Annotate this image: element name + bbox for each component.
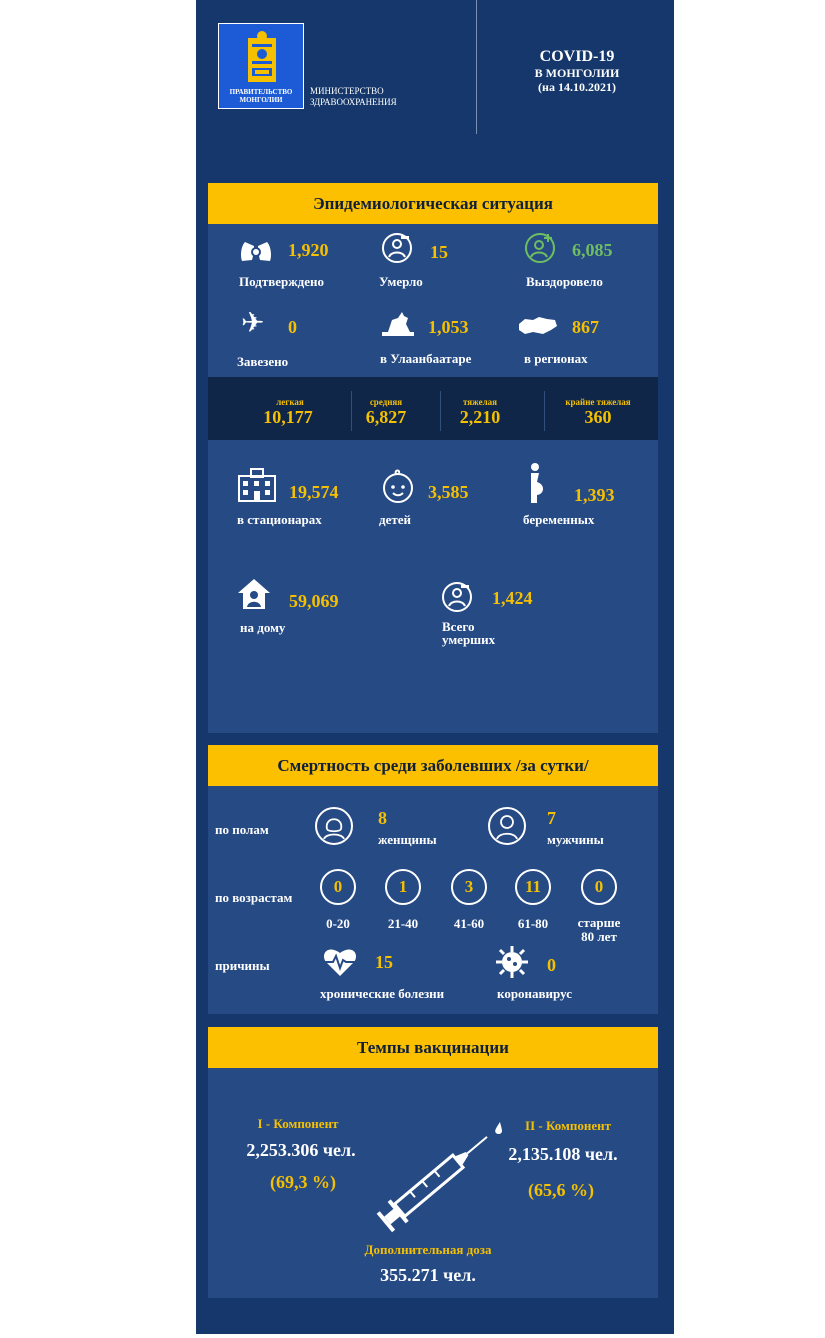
hospital-building-icon [238,468,276,502]
age-80-plus-label [573,916,625,944]
ub-label: в Улаанбаатаре [380,351,472,366]
age-80-plus-label-line1: старше [577,915,621,930]
chronic-value: 15 [375,952,393,972]
died-value: 15 [430,242,448,262]
critical-value: 360 [584,407,612,427]
pregnant-woman-icon [523,462,547,504]
age-80-plus-value: 0 [581,869,617,905]
moderate-value: 6,827 [365,407,407,427]
government-logo [218,23,304,109]
age-61-80-label: 61-80 [517,916,549,931]
home-label: на дому [240,620,286,635]
header-date: (на 14.10.2021) [538,80,616,94]
age-21-40-value: 1 [385,869,421,905]
header-divider [476,0,477,134]
first-component-label: I - Компонент [257,1116,339,1131]
woman-icon [314,806,354,846]
by-sex-label: по полам [215,822,269,837]
severe-value: 2,210 [459,407,501,427]
hospital-label: в стационарах [237,512,322,527]
severity-divider [440,391,441,431]
regions-label: в регионах [524,351,588,366]
age-61-80-value: 11 [515,869,551,905]
confirmed-label: Подтверждено [239,274,324,289]
total-deaths-label [442,620,495,646]
age-0-20-label: 0-20 [326,916,350,931]
vaccination-section-title: Темпы вакцинации [208,1027,658,1068]
heart-pulse-icon [322,946,358,978]
total-deceased-icon [441,581,473,613]
coronavirus-icon [494,944,530,980]
imported-label: Завезено [237,354,289,369]
coronavirus-label: коронавирус [497,986,572,1001]
by-age-label: по возрастам [215,890,293,905]
care-panel [208,440,658,733]
epi-panel [208,224,658,377]
child-face-icon [380,468,416,504]
recovered-value: 6,085 [572,240,613,260]
booster-label: Дополнительная доза [364,1242,492,1257]
header-title: COVID-19 [539,48,615,65]
coronavirus-value: 0 [547,955,556,975]
causes-label: причины [215,958,270,973]
regions-value: 867 [572,317,599,337]
pregnant-label: беременных [523,512,595,527]
pregnant-value: 1,393 [574,485,615,505]
children-value: 3,585 [428,482,469,502]
age-80-plus-label-line2: 80 лет [581,929,617,944]
severity-divider [544,391,545,431]
women-value: 8 [378,808,387,828]
recovered-person-icon [524,232,556,264]
man-icon [487,806,527,846]
imported-value: 0 [288,317,297,337]
mild-value: 10,177 [263,407,313,427]
women-label: женщины [378,832,437,847]
chronic-label: хронические болезни [320,986,445,1001]
mild-label: легкая [276,397,304,407]
died-label: Умерло [379,274,423,289]
vaccination-panel [208,1068,658,1298]
age-41-60-value: 3 [451,869,487,905]
mongolia-map-icon [517,316,559,336]
mortality-section-title: Смертность среди заболевших /за сутки/ [208,745,658,786]
syringe-icon [368,1118,508,1238]
severity-strip [208,377,658,440]
second-component-count: 2,135.108 чел. [508,1144,618,1164]
booster-count: 355.271 чел. [380,1265,476,1285]
ub-value: 1,053 [428,317,469,337]
logo-text: ПРАВИТЕЛЬСТВО МОНГОЛИИ [229,88,293,104]
first-component-count: 2,253.306 чел. [246,1140,356,1160]
epi-section-title: Эпидемиологическая ситуация [208,183,658,224]
lungs-virus-icon [239,234,273,264]
confirmed-value: 1,920 [288,240,329,260]
deceased-person-icon [381,232,413,264]
moderate-label: средняя [369,397,403,407]
total-deaths-value: 1,424 [492,588,533,608]
soyombo-emblem-icon [246,30,278,84]
age-21-40-label: 21-40 [387,916,419,931]
men-value: 7 [547,808,556,828]
first-component-percent: (69,3 %) [270,1172,336,1192]
critical-label: крайне тяжелая [565,397,631,407]
header-subtitle: В МОНГОЛИИ [534,66,620,80]
airplane-icon: ✈ [241,308,265,339]
children-label: детей [379,512,411,527]
recovered-label: Выздоровело [526,274,603,289]
age-41-60-label: 41-60 [453,916,485,931]
home-person-icon [237,578,271,610]
home-value: 59,069 [289,591,339,611]
second-component-percent: (65,6 %) [528,1180,594,1200]
hospital-value: 19,574 [289,482,339,502]
age-0-20-value: 0 [320,869,356,905]
total-deaths-label-line2: умерших [442,632,496,647]
header-title-block [492,48,662,94]
second-component-label: II - Компонент [525,1118,611,1133]
severe-label: тяжелая [463,397,497,407]
ministry-name: МИНИСТЕРСТВО ЗДРАВООХРАНЕНИЯ [310,86,397,107]
total-deaths-label-line1: Всего [442,619,475,634]
infographic-poster [196,0,674,1334]
mortality-panel [208,786,658,1014]
men-label: мужчины [547,832,604,847]
ulaanbaatar-monument-icon [378,308,418,338]
